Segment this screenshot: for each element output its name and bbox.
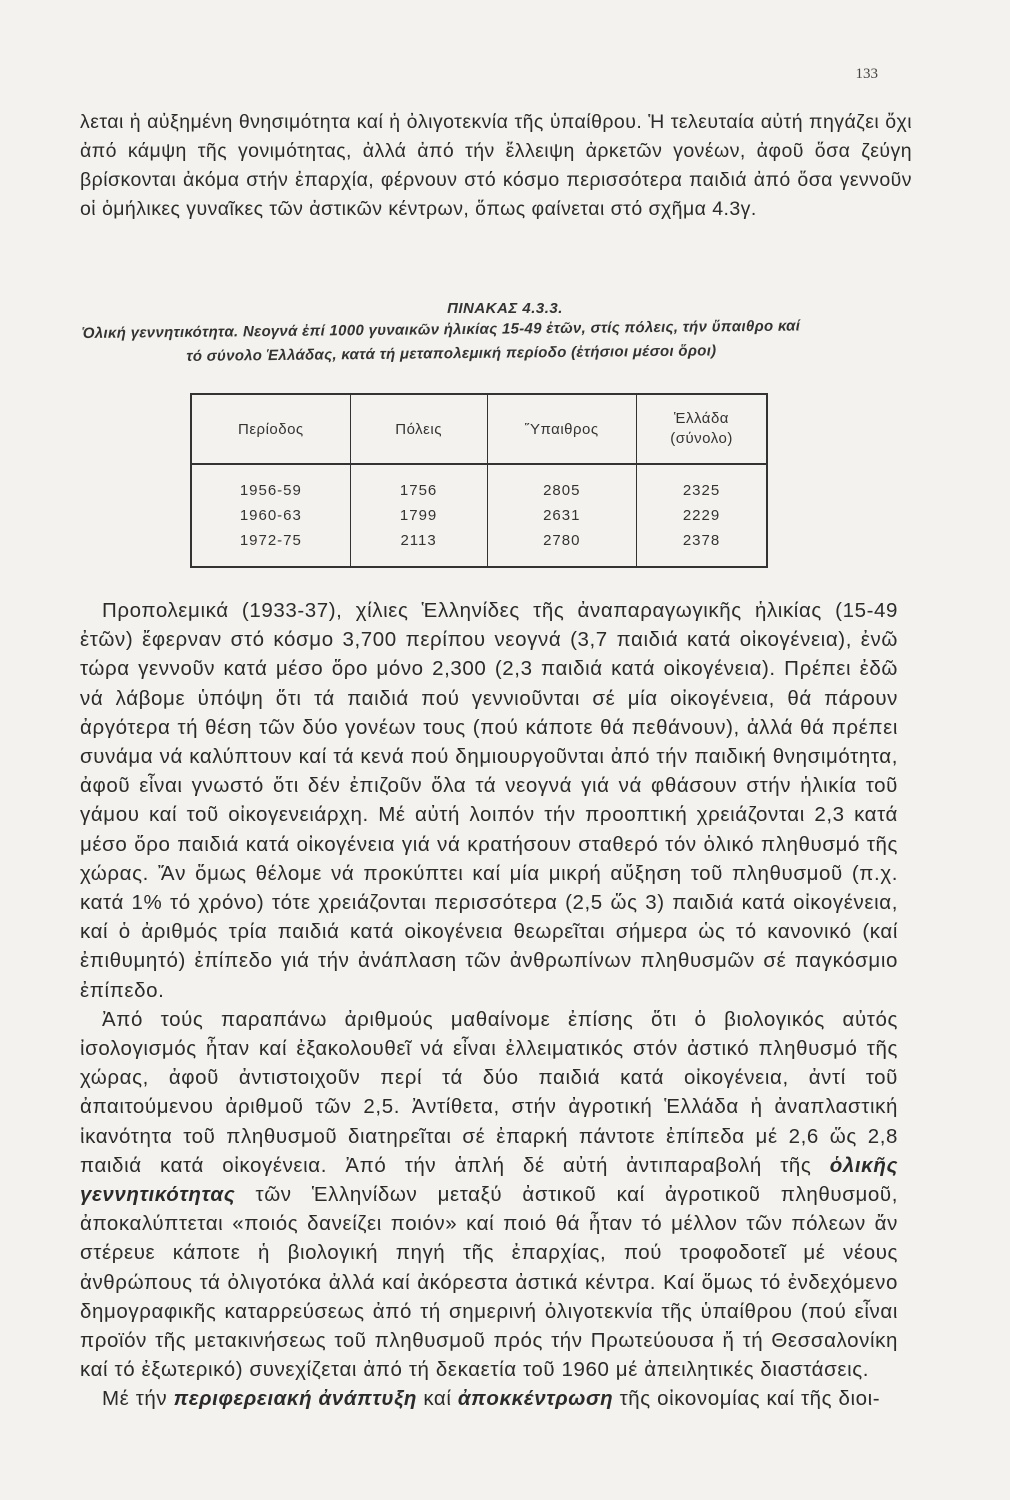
fertility-table	[190, 393, 768, 568]
paragraph-balance-text: Ἀπό τούς παραπάνω ἀριθμούς μαθαίνομε ἐπίσης ὅτι ὁ βιολογικός αὐτός ἰσολογισμός ἦταν καί ἐξακολουθεῖ νά εἶναι ἐλλειματικός στόν ἀστικό πληθυσμό τῆς χώρας, ἀφοῦ ἀντιστοιχοῦν περί τά δύο παιδιά κατά οἰκογένεια, ἀντί τοῦ ἀπαιτούμενου ἀριθμοῦ τῶν 2,5. Ἀντίθετα, στήν ἀγροτική Ἑλλάδα ἡ ἀναπλαστική ἱκανότητα τοῦ πληθυσμοῦ διατηρεῖται σέ ἐπαρκή πάντοτε ἐπίπεδα μέ 2,6 ὥς 2,8 παιδιά κατά οἰκογένεια. Ἀπό τήν ἁπλή δέ αὐτή ἀντιπαραβολή τῆς	[80, 1007, 898, 1177]
paragraph-balance	[80, 1005, 898, 1385]
emphasis-total-fertility: ὁλικῆς γεννητικότητας	[80, 1153, 899, 1207]
header-greece-line1: Ἑλλάδα	[674, 410, 729, 427]
emphasis-decentralization: ἀποκκέντρωση	[457, 1387, 614, 1411]
paragraph-decentralization-text: Μέ τήν	[102, 1387, 168, 1411]
header-greece-line2: (σύνολο)	[670, 430, 733, 447]
header-cities: Πόλεις	[350, 394, 487, 464]
header-greece	[637, 394, 767, 464]
body-text	[80, 596, 898, 1414]
cell-greece: 2229	[682, 507, 721, 524]
cell-countryside: 2631	[487, 503, 637, 528]
table-row	[191, 464, 767, 503]
table-title: ΠΙΝΑΚΑΣ 4.3.3.	[447, 300, 563, 317]
cell-period: 1956-59	[191, 464, 350, 503]
paragraph-decentralization-and: καί	[423, 1387, 452, 1411]
paragraph-prewar: Προπολεμικά (1933-37), χίλιες Ἑλληνίδες τῆς ἀναπαραγωγικῆς ἡλικίας (15-49 ἐτῶν) ἔφερναν στό κόσμο 3,700 περίπου νεογνά (3,7 παιδιά κατά οἰκογένεια), ἐνῶ τώρα γεννοῦν κατά μέσο ὅρο μόνο 2,300 (2,3 παιδιά κατά οἰκογένεια). Πρέπει ἐδῶ νά λάβομε ὑπόψη ὅτι τά παιδιά πού γεννιοῦνται σέ μία οἰκογένεια, θά πάρουν ἀργότερα τή θέση τῶν δύο γονέων τους (πού κάποτε θά πεθάνουν), ἀλλά θά πρέπει συνάμα νά καλύπτουν καί τά κενά πού δημιουργοῦνται ἀπό τήν παιδική θνησιμότητα, ἀφοῦ εἶναι γνωστό ὅτι δέν ἐπιζοῦν ὅλα τά νεογνά γιά νά φθάσουν στήν ἡλικία τοῦ γάμου καί τοῦ οἰκογενειάρχη. Μέ αὐτή λοιπόν τήν προοπτική χρειάζονται 2,3 κατά μέσο ὅρο παιδιά κατά οἰκογένεια γιά νά κρατήσουν σταθερό τόν ὁλικό πληθυσμό τῆς χώρας. Ἄν ὅμως θέλομε νά προκύπτει καί μία μικρή αὔξηση τοῦ πληθυσμοῦ (π.χ. κατά 1% τό χρόνο) τότε χρειάζονται περισσότερα (2,5 ὥς 3) παιδιά κατά οἰκογένεια, καί ὁ ἀριθμός τρία παιδιά κατά οἰκογένεια θεωρεῖται σήμερα ὡς τό κανονικό (καί ἐπιθυμητό) ἐπίπεδο γιά τήν ἀνάπλαση τῶν ἀνθρωπίνων πληθυσμῶν σέ παγκόσμιο ἐπίπεδο.	[80, 599, 898, 1002]
cell-period: 1960-63	[191, 503, 350, 528]
cell-greece: 2325	[682, 482, 721, 499]
cell-cities: 2113	[350, 528, 487, 567]
paragraph-intro: λεται ἡ αὐξημένη θνησιμότητα καί ἡ ὀλιγοτεκνία τῆς ὑπαίθρου. Ἡ τελευταία αὐτή πηγάζει ὄχι ἀπό κάμψη τῆς γονιμότητας, ἀλλά ἀπό τήν ἔλλειψη ἀρκετῶν γονέων, ἀφοῦ ὅσα ζεύγη βρίσκονται ἀκόμα στήν ἐπαρχία, φέρνουν στό κόσμο περισσότερα παιδιά ἀπό ὅσα γεννοῦν οἱ ὁμήλικες γυναῖκες τῶν ἀστικῶν κέντρων, ὅπως φαίνεται στό σχῆμα 4.3γ.	[80, 111, 912, 220]
emphasis-regional-development: περιφερειακή ἀνάπτυξη	[173, 1387, 418, 1411]
header-period: Περίοδος	[191, 394, 350, 464]
cell-period: 1972-75	[191, 528, 350, 567]
cell-countryside: 2780	[487, 528, 637, 567]
cell-greece: 2378	[682, 532, 721, 549]
table-header-row	[191, 394, 767, 464]
header-countryside: Ὕπαιθρος	[487, 394, 637, 464]
paragraph-decentralization	[80, 1384, 898, 1413]
table-caption	[82, 313, 912, 370]
table-caption-line1: Ὁλική γεννητικότητα. Νεογνά ἐπί 1000 γυναικῶν ἡλικίας 15-49 ἐτῶν, στίς πόλεις, τήν ὕπαιθρο καί	[82, 317, 801, 342]
cell-cities: 1756	[350, 464, 487, 503]
table-caption-line2: τό σύνολο Ἑλλάδας, κατά τή μεταπολεμική περίοδο (ἐτήσιοι μέσοι ὅροι)	[186, 342, 717, 365]
paragraph-decentralization-text-cont: τῆς οἰκονομίας καί τῆς διοι-	[619, 1387, 881, 1411]
paragraph-balance-text-cont: τῶν Ἑλληνίδων μεταξύ ἀστικοῦ καί ἀγροτικοῦ πληθυσμοῦ, ἀποκαλύπτεται «ποιός δανείζει ποιόν» καί ποιό θά ἦταν τό μέλλον τῶν πόλεων ἄν στέρευε κάποτε ἡ βιολογική πηγή τῆς ἐπαρχίας, πού τροφοδοτεῖ μέ νέους ἀνθρώπους τά ὀλιγοτόκα ἀλλά καί ἀκόρεστα ἀστικά κέντρα. Καί ὅμως τό ἐνδεχόμενο δημογραφικῆς καταρρεύσεως ἀπό τή σημερινή ὀλιγοτεκνία τῆς ὑπαίθρου (πού εἶναι προϊόν τῆς μετακινήσεως τοῦ πληθυσμοῦ πρός τήν Πρωτεύουσα ἤ τή Θεσσαλονίκη καί τό ἐξωτερικό) συνεχίζεται ἀπό τή δεκαετία τοῦ 1960 μέ ἀπειλητικές διαστάσεις.	[80, 1183, 898, 1382]
cell-cities: 1799	[350, 503, 487, 528]
table-row	[191, 503, 767, 528]
cell-countryside: 2805	[487, 464, 637, 503]
page-number: 133	[855, 66, 878, 82]
table-row	[191, 528, 767, 567]
